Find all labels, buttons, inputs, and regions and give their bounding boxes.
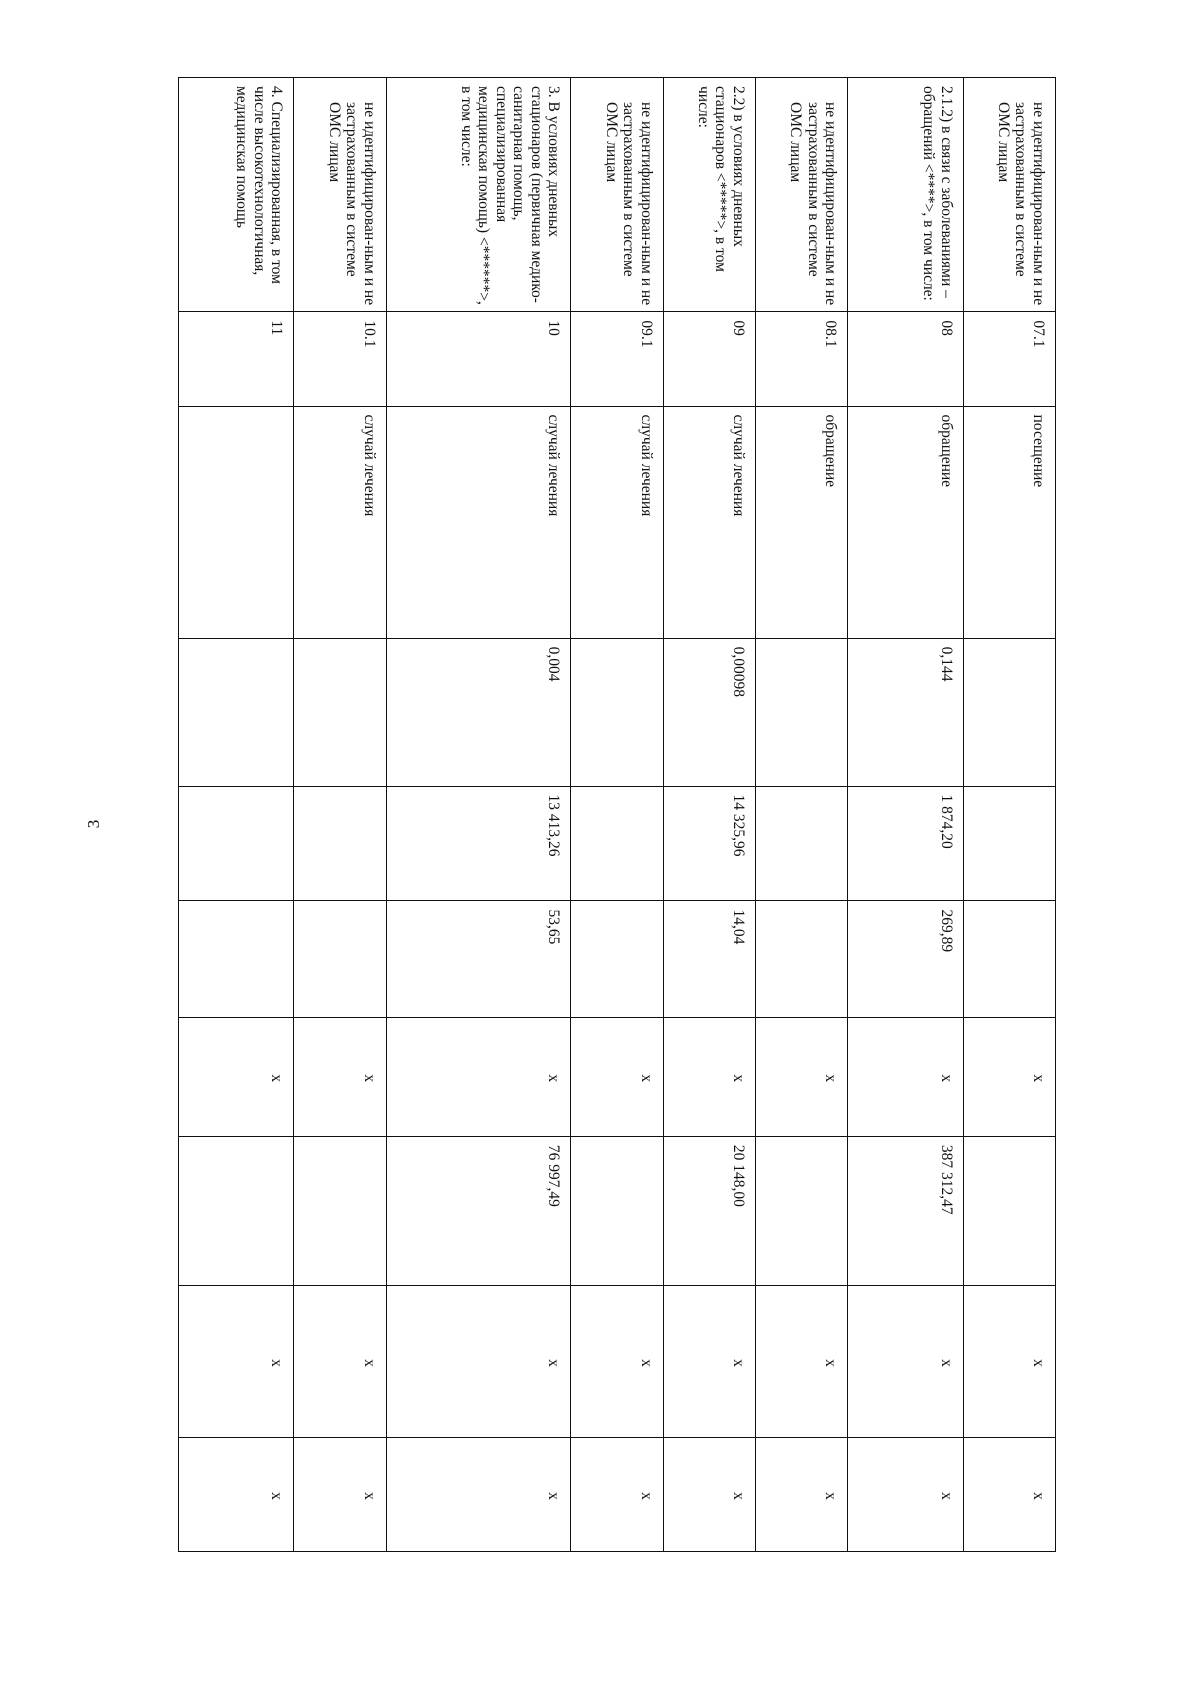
col9-cell: x — [963, 1285, 1055, 1437]
col9-cell: x — [663, 1285, 755, 1437]
per-capita-oms-cell: 53,65 — [386, 901, 571, 1017]
row-unit-cell: случай лечения — [294, 406, 386, 638]
col9-cell: x — [755, 1285, 847, 1437]
table-row — [755, 78, 847, 1552]
norm-volume-cell — [571, 638, 663, 786]
col7-cell: x — [663, 1017, 755, 1136]
col10-cell: x — [294, 1438, 386, 1552]
col9-cell: x — [571, 1285, 663, 1437]
norm-cost-cell — [755, 786, 847, 901]
norm-cost-cell: 13 413,26 — [386, 786, 571, 901]
row-name-cell: не идентифицирован-ным и не застрахованным в системе ОМС лицам — [294, 78, 386, 312]
row-name-cell: не идентифицирован-ным и не застрахованным в системе ОМС лицам — [963, 78, 1055, 312]
col9-cell: x — [848, 1285, 963, 1437]
row-code-cell: 09 — [663, 312, 755, 406]
col9-cell: x — [179, 1285, 294, 1437]
row-unit-cell: обращение — [755, 406, 847, 638]
col10-cell: x — [755, 1438, 847, 1552]
row-unit-cell — [179, 406, 294, 638]
row-unit-cell: случай лечения — [663, 406, 755, 638]
row-code-cell: 11 — [179, 312, 294, 406]
row-code-cell: 08.1 — [755, 312, 847, 406]
norm-volume-cell — [179, 638, 294, 786]
norm-volume-cell: 0,00098 — [663, 638, 755, 786]
norm-cost-cell: 14 325,96 — [663, 786, 755, 901]
col7-cell: x — [848, 1017, 963, 1136]
budget-table — [178, 77, 1056, 1552]
row-code-cell: 08 — [848, 312, 963, 406]
per-capita-oms-cell — [571, 901, 663, 1017]
col9-cell: x — [386, 1285, 571, 1437]
table-row — [179, 78, 294, 1552]
row-code-cell: 09.1 — [571, 312, 663, 406]
per-capita-oms-cell: 269,89 — [848, 901, 963, 1017]
table-row — [848, 78, 963, 1552]
col7-cell: x — [571, 1017, 663, 1136]
col10-cell: x — [663, 1438, 755, 1552]
col7-cell: x — [755, 1017, 847, 1136]
col10-cell: x — [571, 1438, 663, 1552]
row-name-cell: не идентифицирован-ным и не застрахованным в системе ОМС лицам — [571, 78, 663, 312]
norm-volume-cell: 0,144 — [848, 638, 963, 786]
col10-cell: x — [179, 1438, 294, 1552]
norm-cost-cell — [179, 786, 294, 901]
row-code-cell: 10 — [386, 312, 571, 406]
col9-cell: x — [294, 1285, 386, 1437]
col7-cell: x — [294, 1017, 386, 1136]
col10-cell: x — [963, 1438, 1055, 1552]
rotated-table-container — [178, 77, 1056, 1552]
row-unit-cell: случай лечения — [386, 406, 571, 638]
table-body — [179, 78, 1056, 1552]
col10-cell: x — [848, 1438, 963, 1552]
total-oms-cell — [571, 1136, 663, 1285]
col7-cell: x — [386, 1017, 571, 1136]
per-capita-oms-cell — [179, 901, 294, 1017]
row-unit-cell: обращение — [848, 406, 963, 638]
per-capita-oms-cell: 14,04 — [663, 901, 755, 1017]
per-capita-oms-cell — [963, 901, 1055, 1017]
row-code-cell: 10.1 — [294, 312, 386, 406]
norm-volume-cell — [755, 638, 847, 786]
col7-cell: x — [963, 1017, 1055, 1136]
row-name-cell: 4. Специализированная, в том числе высокотехнологичная, медицинская помощь — [179, 78, 294, 312]
row-name-cell: не идентифицирован-ным и не застрахованным в системе ОМС лицам — [755, 78, 847, 312]
table-row — [571, 78, 663, 1552]
per-capita-oms-cell — [294, 901, 386, 1017]
col10-cell: x — [386, 1438, 571, 1552]
norm-cost-cell — [963, 786, 1055, 901]
norm-volume-cell: 0,004 — [386, 638, 571, 786]
row-unit-cell: посещение — [963, 406, 1055, 638]
total-oms-cell — [179, 1136, 294, 1285]
per-capita-oms-cell — [755, 901, 847, 1017]
table-row — [294, 78, 386, 1552]
total-oms-cell — [294, 1136, 386, 1285]
total-oms-cell — [963, 1136, 1055, 1285]
row-name-cell: 2.1.2) в связи с заболеваниями – обращений <****>, в том числе: — [848, 78, 963, 312]
table-row — [963, 78, 1055, 1552]
norm-volume-cell — [963, 638, 1055, 786]
total-oms-cell: 20 148,00 — [663, 1136, 755, 1285]
norm-volume-cell — [294, 638, 386, 786]
row-code-cell: 07.1 — [963, 312, 1055, 406]
page-number: 3 — [84, 819, 103, 829]
row-name-cell: 3. В условиях дневных стационаров (первичная медико-санитарная помощь, специализированная медицинская помощь) <******>, в том числе: — [386, 78, 571, 312]
row-unit-cell: случай лечения — [571, 406, 663, 638]
norm-cost-cell — [571, 786, 663, 901]
norm-cost-cell: 1 874,20 — [848, 786, 963, 901]
col7-cell: x — [179, 1017, 294, 1136]
table-row — [386, 78, 571, 1552]
total-oms-cell: 387 312,47 — [848, 1136, 963, 1285]
total-oms-cell — [755, 1136, 847, 1285]
total-oms-cell: 76 997,49 — [386, 1136, 571, 1285]
row-name-cell: 2.2) в условиях дневных стационаров <*****>, в том числе: — [663, 78, 755, 312]
table-row — [663, 78, 755, 1552]
norm-cost-cell — [294, 786, 386, 901]
